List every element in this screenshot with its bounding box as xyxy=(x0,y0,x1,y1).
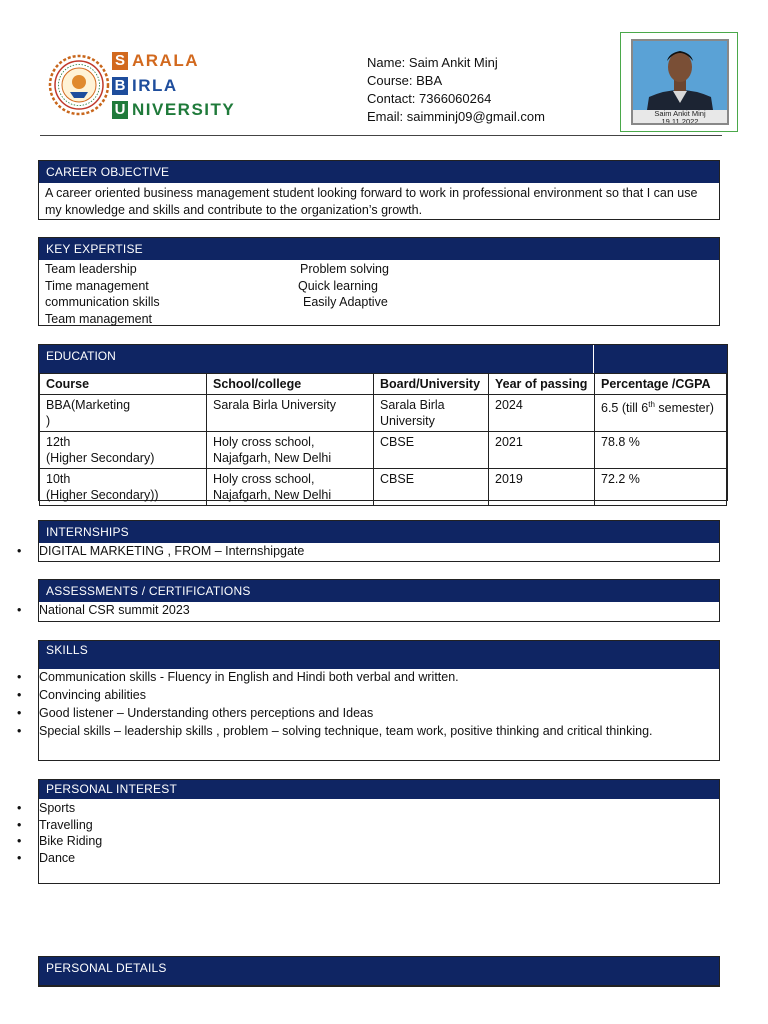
career-objective-text: A career oriented business management student looking forward to work in professional environment so that I can use my knowledge and skills and contribute to the organization’s growth. xyxy=(45,186,698,217)
list-item: • Dance xyxy=(39,850,719,867)
education-table xyxy=(39,373,727,506)
contact-phone: Contact: 7366060264 xyxy=(367,91,492,106)
expertise-item: Easily Adaptive xyxy=(303,295,388,309)
table-header: Course xyxy=(40,374,207,395)
list-item: • Convincing abilities xyxy=(39,687,679,703)
university-seal-icon xyxy=(48,52,110,118)
education-section xyxy=(38,344,728,501)
section-title: PERSONAL DETAILS xyxy=(39,957,719,985)
personal-interest-section xyxy=(38,779,720,884)
expertise-item: Time management xyxy=(45,278,149,293)
list-item: • Special skills – leadership skills , problem – solving technique, team work, positive thinking and critical thinking. xyxy=(39,723,679,739)
key-expertise-section xyxy=(38,237,720,326)
section-title: PERSONAL INTEREST xyxy=(39,780,719,799)
skills-section xyxy=(38,640,720,761)
profile-photo xyxy=(631,39,729,125)
certifications-section xyxy=(38,579,720,622)
table-header: Year of passing xyxy=(489,374,595,395)
list-item: • DIGITAL MARKETING , FROM – Internshipgate xyxy=(39,544,719,558)
section-title: SKILLS xyxy=(39,641,719,669)
contact-info xyxy=(367,54,545,126)
list-item: • National CSR summit 2023 xyxy=(39,603,719,617)
list-item: • Bike Riding xyxy=(39,833,719,850)
list-item: • Good listener – Understanding others perceptions and Ideas xyxy=(39,705,679,721)
expertise-item: Quick learning xyxy=(298,278,378,293)
table-header: Percentage /CGPA xyxy=(595,374,727,395)
career-objective-section xyxy=(38,160,720,220)
table-header: Board/University xyxy=(374,374,489,395)
table-header: School/college xyxy=(207,374,374,395)
profile-photo-frame xyxy=(620,32,738,132)
section-title: CAREER OBJECTIVE xyxy=(39,161,719,183)
table-row: 12th (Higher Secondary) Holy cross school, Najafgarh, New Delhi CBSE 2021 78.8 % xyxy=(40,432,727,469)
table-row: BBA(Marketing ) Sarala Birla University Sarala Birla University 2024 6.5 (till 6th semester) xyxy=(40,395,727,432)
expertise-item: Team management xyxy=(45,311,153,326)
photo-caption: Saim Ankit Minj 19.11.2022 xyxy=(633,110,727,123)
section-title: ASSESSMENTS / CERTIFICATIONS xyxy=(39,580,719,602)
list-item: • Sports xyxy=(39,800,719,817)
list-item: • Travelling xyxy=(39,817,719,834)
expertise-item: communication skills xyxy=(45,295,160,309)
contact-email[interactable]: Email: saimminj09@gmail.com xyxy=(367,109,545,124)
personal-details-section xyxy=(38,956,720,987)
list-item: • Communication skills - Fluency in English and Hindi both verbal and written. xyxy=(39,669,679,685)
university-logo: S ARALA B IRLA U NIVERSITY xyxy=(48,50,238,126)
section-title: KEY EXPERTISE xyxy=(39,238,719,260)
contact-name: Name: Saim Ankit Minj xyxy=(367,55,498,70)
expertise-item: Team leadership xyxy=(45,262,137,276)
section-title: EDUCATION xyxy=(46,349,116,363)
contact-course: Course: BBA xyxy=(367,73,443,88)
section-title: INTERNSHIPS xyxy=(39,521,719,543)
expertise-item: Problem solving xyxy=(300,262,389,276)
header-divider xyxy=(40,135,722,136)
internships-section xyxy=(38,520,720,562)
table-row: 10th (Higher Secondary)) Holy cross school, Najafgarh, New Delhi CBSE 2019 72.2 % xyxy=(40,469,727,506)
